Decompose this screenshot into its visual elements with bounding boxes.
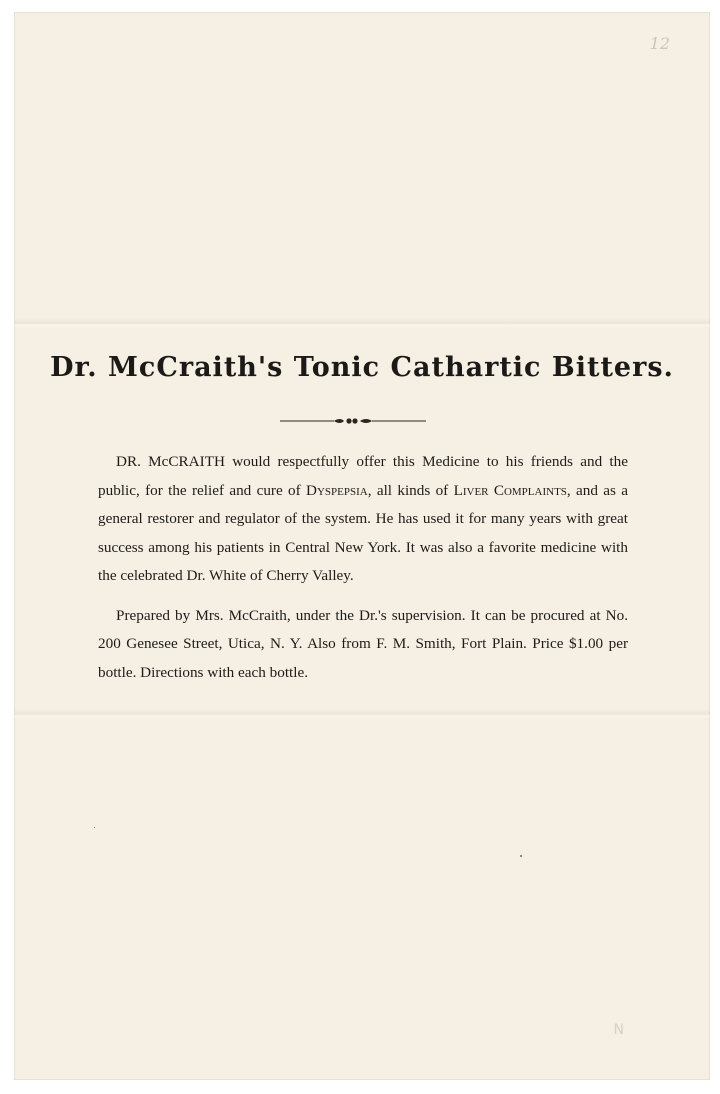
document-title: Dr. McCraith's Tonic Cathartic Bitters. bbox=[50, 352, 674, 383]
paragraph-description bbox=[98, 448, 628, 591]
document-sheet bbox=[14, 12, 710, 1080]
body-text bbox=[98, 448, 628, 698]
paragraph-description-part: DR. McCRAITH would respectfully offer this Medicine to his friends and the public, for the relief and cure of bbox=[98, 453, 628, 499]
paper-fold-upper bbox=[14, 318, 710, 328]
liver-complaints-term: Liver Complaints bbox=[453, 481, 567, 499]
dyspepsia-term: Dyspepsia bbox=[306, 481, 368, 499]
paper-fold-lower bbox=[14, 709, 710, 719]
paper-speck bbox=[520, 855, 522, 857]
scroll-divider-icon bbox=[280, 414, 426, 428]
faint-corner-mark: N bbox=[613, 1022, 624, 1038]
paragraph-description-part: , and as a general restorer and regulator of the system. He has used it for many years with great success among his patients in Central New York. It was also a favorite medicine with the celebrated Dr. White of Cherry Valley. bbox=[98, 481, 628, 584]
paper-speck bbox=[94, 827, 95, 828]
pencil-notation: 12 bbox=[649, 34, 670, 53]
paragraph-description-part: , all kinds of bbox=[367, 481, 454, 499]
paragraph-availability: Prepared by Mrs. McCraith, under the Dr.'s supervision. It can be procured at No. 200 Genesee Street, Utica, N. Y. Also from F. M. Smith, Fort Plain. Price $1.00 per bottle. Directions with each bottle. bbox=[98, 606, 628, 681]
